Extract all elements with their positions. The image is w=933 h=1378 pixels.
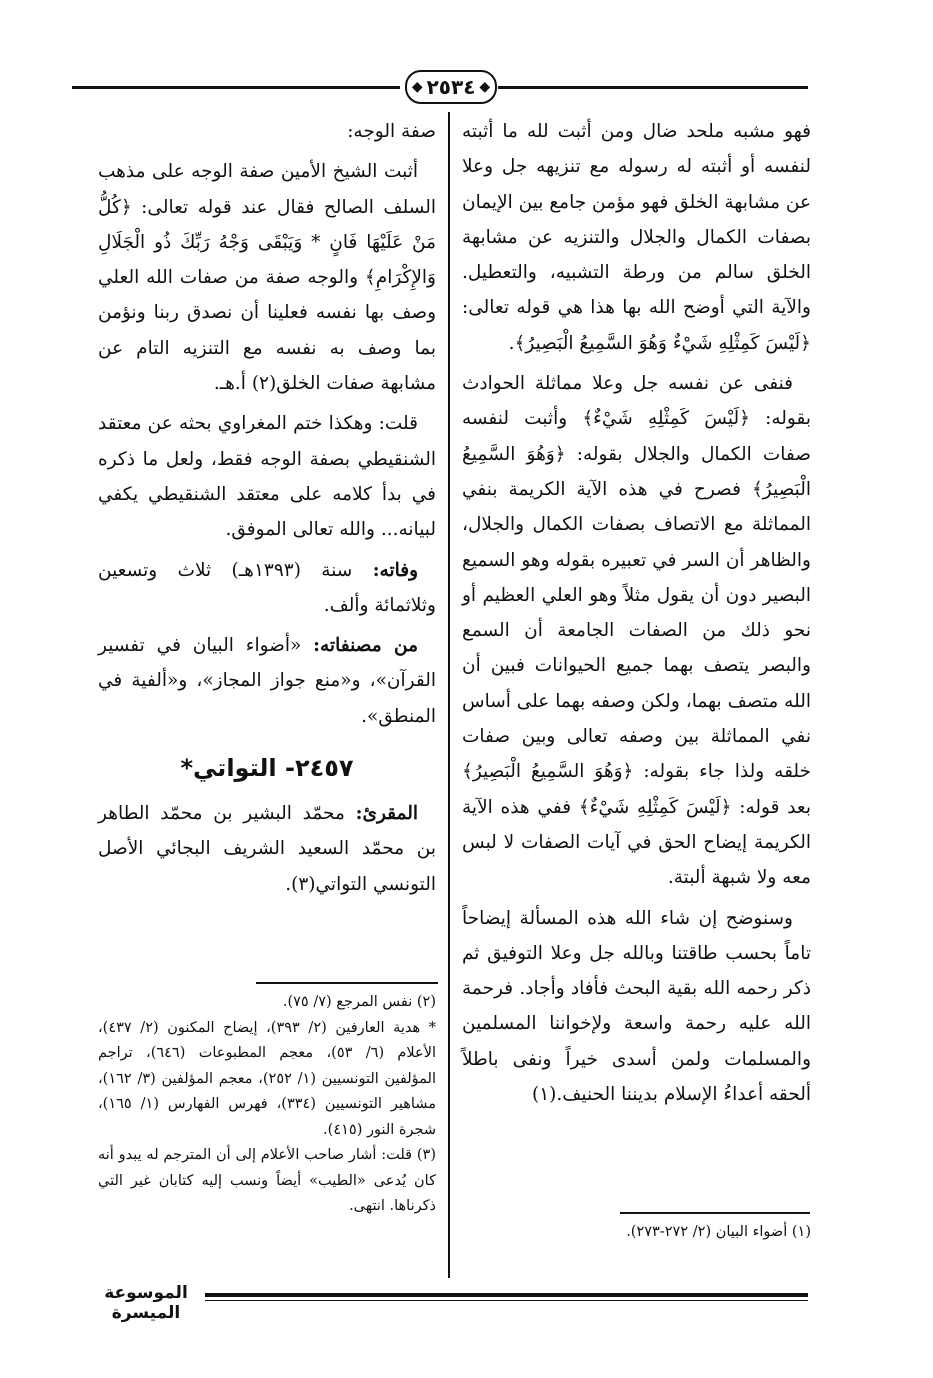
footer-brand: الموسوعة الميسرة [104,1283,188,1323]
bio-label: المقرئ: [355,803,418,825]
footer-rule [205,1293,808,1297]
footnote-2: (٢) نفس المرجع (٧/ ٧٥). [282,994,436,1010]
works-label: من مصنفاته: [313,635,418,657]
death-paragraph [98,553,436,624]
footnotes-right [462,1220,811,1246]
header-rule-left [72,86,400,89]
header-rule-right [498,86,808,89]
dot-icon: ◆ [411,79,423,95]
footnote-rule-right [620,1212,810,1214]
section-heading-face: صفة الوجه: [347,121,436,142]
left-column [98,114,436,902]
footnote-1: (١) أضواء البيان (٢/ ٢٧٢-٢٧٣). [626,1224,811,1240]
right-paragraph-1: فهو مشبه ملحد ضال ومن أثبت لله ما أثبته لنفسه أو أثبته له رسوله مع تنزيهه جل وعلا عن مشابهة الخلق فهو مؤمن جامع بين الإيمان بصفات الكمال والجلال والتنزيه عن مشابهة الخلق سالم من ورطة التشبيه، والتعطيل. والآية التي أوضح الله بها هذا هي قوله تعالى: ﴿لَيْسَ كَمِثْلِهِ شَيْءٌ وَهُوَ السَّمِيعُ الْبَصِيرُ﴾. [462,121,811,354]
death-text: سنة (١٣٩٣هـ) ثلاث وتسعين وثلاثمائة وألف. [98,559,436,616]
right-paragraph-2: فنفى عن نفسه جل وعلا مماثلة الحوادث بقوله: ﴿لَيْسَ كَمِثْلِهِ شَيْءٌ﴾ وأثبت لنفسه صفات الكمال والجلال بقوله: ﴿وَهُوَ السَّمِيعُ الْبَصِيرُ﴾ فصرح في هذه الآية الكريمة بنفي المماثلة مع الاتصاف بصفات الكمال والجلال، والظاهر أن السر في تعبيره بقوله وهو السميع البصير دون أن يقول مثلاً وهو العلي العظيم أو نحو ذلك من الصفات الجامعة أن السمع والبصر يتصف بهما جميع الحيوانات فبين أن الله متصف بهما، ولكن وصفه بهما على أساس نفي المماثلة بين وصفه تعالى وبين صفات خلقه ولذا جاء بقوله: ﴿وَهُوَ السَّمِيعُ الْبَصِيرُ﴾ بعد قوله: ﴿لَيْسَ كَمِثْلِهِ شَيْءٌ﴾ ففي هذه الآية الكريمة إيضاح الحق في آيات الصفات لا لبس معه ولا شبهة ألبتة. [462,373,811,889]
right-column [462,114,811,1112]
left-paragraph-2: قلت: وهكذا ختم المغراوي بحثه عن معتقد الشنقيطي بصفة الوجه فقط، ولعل ما ذكره في بدأ كلامه على معتقد الشنقيطي يكفي لبيانه... والله تعالى الموفق. [98,413,436,541]
footer-rule-thin [205,1300,808,1301]
works-text: «أضواء البيان في تفسير القرآن»، و«منع جواز المجاز»، و«ألفية في المنطق». [98,635,436,727]
left-paragraph-1: أثبت الشيخ الأمين صفة الوجه على مذهب السلف الصالح فقال عند قوله تعالى: ﴿كُلُّ مَنْ عَلَيْهَا فَانٍ * وَيَبْقَى وَجْهُ رَبِّكَ ذُو الْجَلَالِ وَالإِكْرَامِ﴾ والوجه صفة من صفات الله العلي وصف بها نفسه فعلينا أن نصدق ربنا ونؤمن بما وصف به نفسه مع التنزيه التام عن مشابهة صفات الخلق(٢) أ.هـ. [98,161,436,395]
entry-title: ٢٤٥٧- التواتي* [180,754,354,783]
dot-icon: ◆ [479,79,491,95]
footnote-rule-left [256,982,438,984]
bio-text: محمّد البشير بن محمّد الطاهر بن محمّد السعيد الشريف البجائي الأصل التونسي التواتي(٣). [98,803,436,895]
works-paragraph [98,628,436,734]
page-number: ٢٥٣٤ [426,75,476,99]
right-paragraph-3: وسنوضح إن شاء الله هذه المسألة إيضاحاً تاماً بحسب طاقتنا وبالله جل وعلا التوفيق ثم ذكر رحمه الله بقية البحث فأفاد وأجاد. فرحمة الله عليه رحمة واسعة ولإخواننا المسلمين والمسلمات ولمن أسدى خيراً ونفى باطلاً ألحقه أعداءُ الإسلام بديننا الحنيف.(١) [462,907,811,1106]
bio-paragraph [98,796,436,902]
page-number-badge [405,70,497,104]
death-label: وفاته: [372,559,419,581]
column-divider [448,112,450,1278]
footnote-3: (٣) قلت: أشار صاحب الأعلام إلى أن المترجم له يبدو أنه كان يُدعى «الطيب» أيضاً ونسب إليه كتابان غير التي ذكرناها. انتهى. [98,1147,436,1214]
footnote-star: * هدية العارفين (٢/ ٣٩٣)، إيضاح المكنون (٢/ ٤٣٧)، الأعلام (٦/ ٥٣)، معجم المطبوعات (٦٤٦)، تراجم المؤلفين التونسيين (١/ ٢٥٢)، معجم المؤلفين (٣/ ١٦٢)، مشاهير التونسيين (٣٣٤)، فهرس الفهارس (١/ ١٦٥)، شجرة النور (٤١٥). [98,1019,437,1138]
footnotes-left [98,990,436,1220]
